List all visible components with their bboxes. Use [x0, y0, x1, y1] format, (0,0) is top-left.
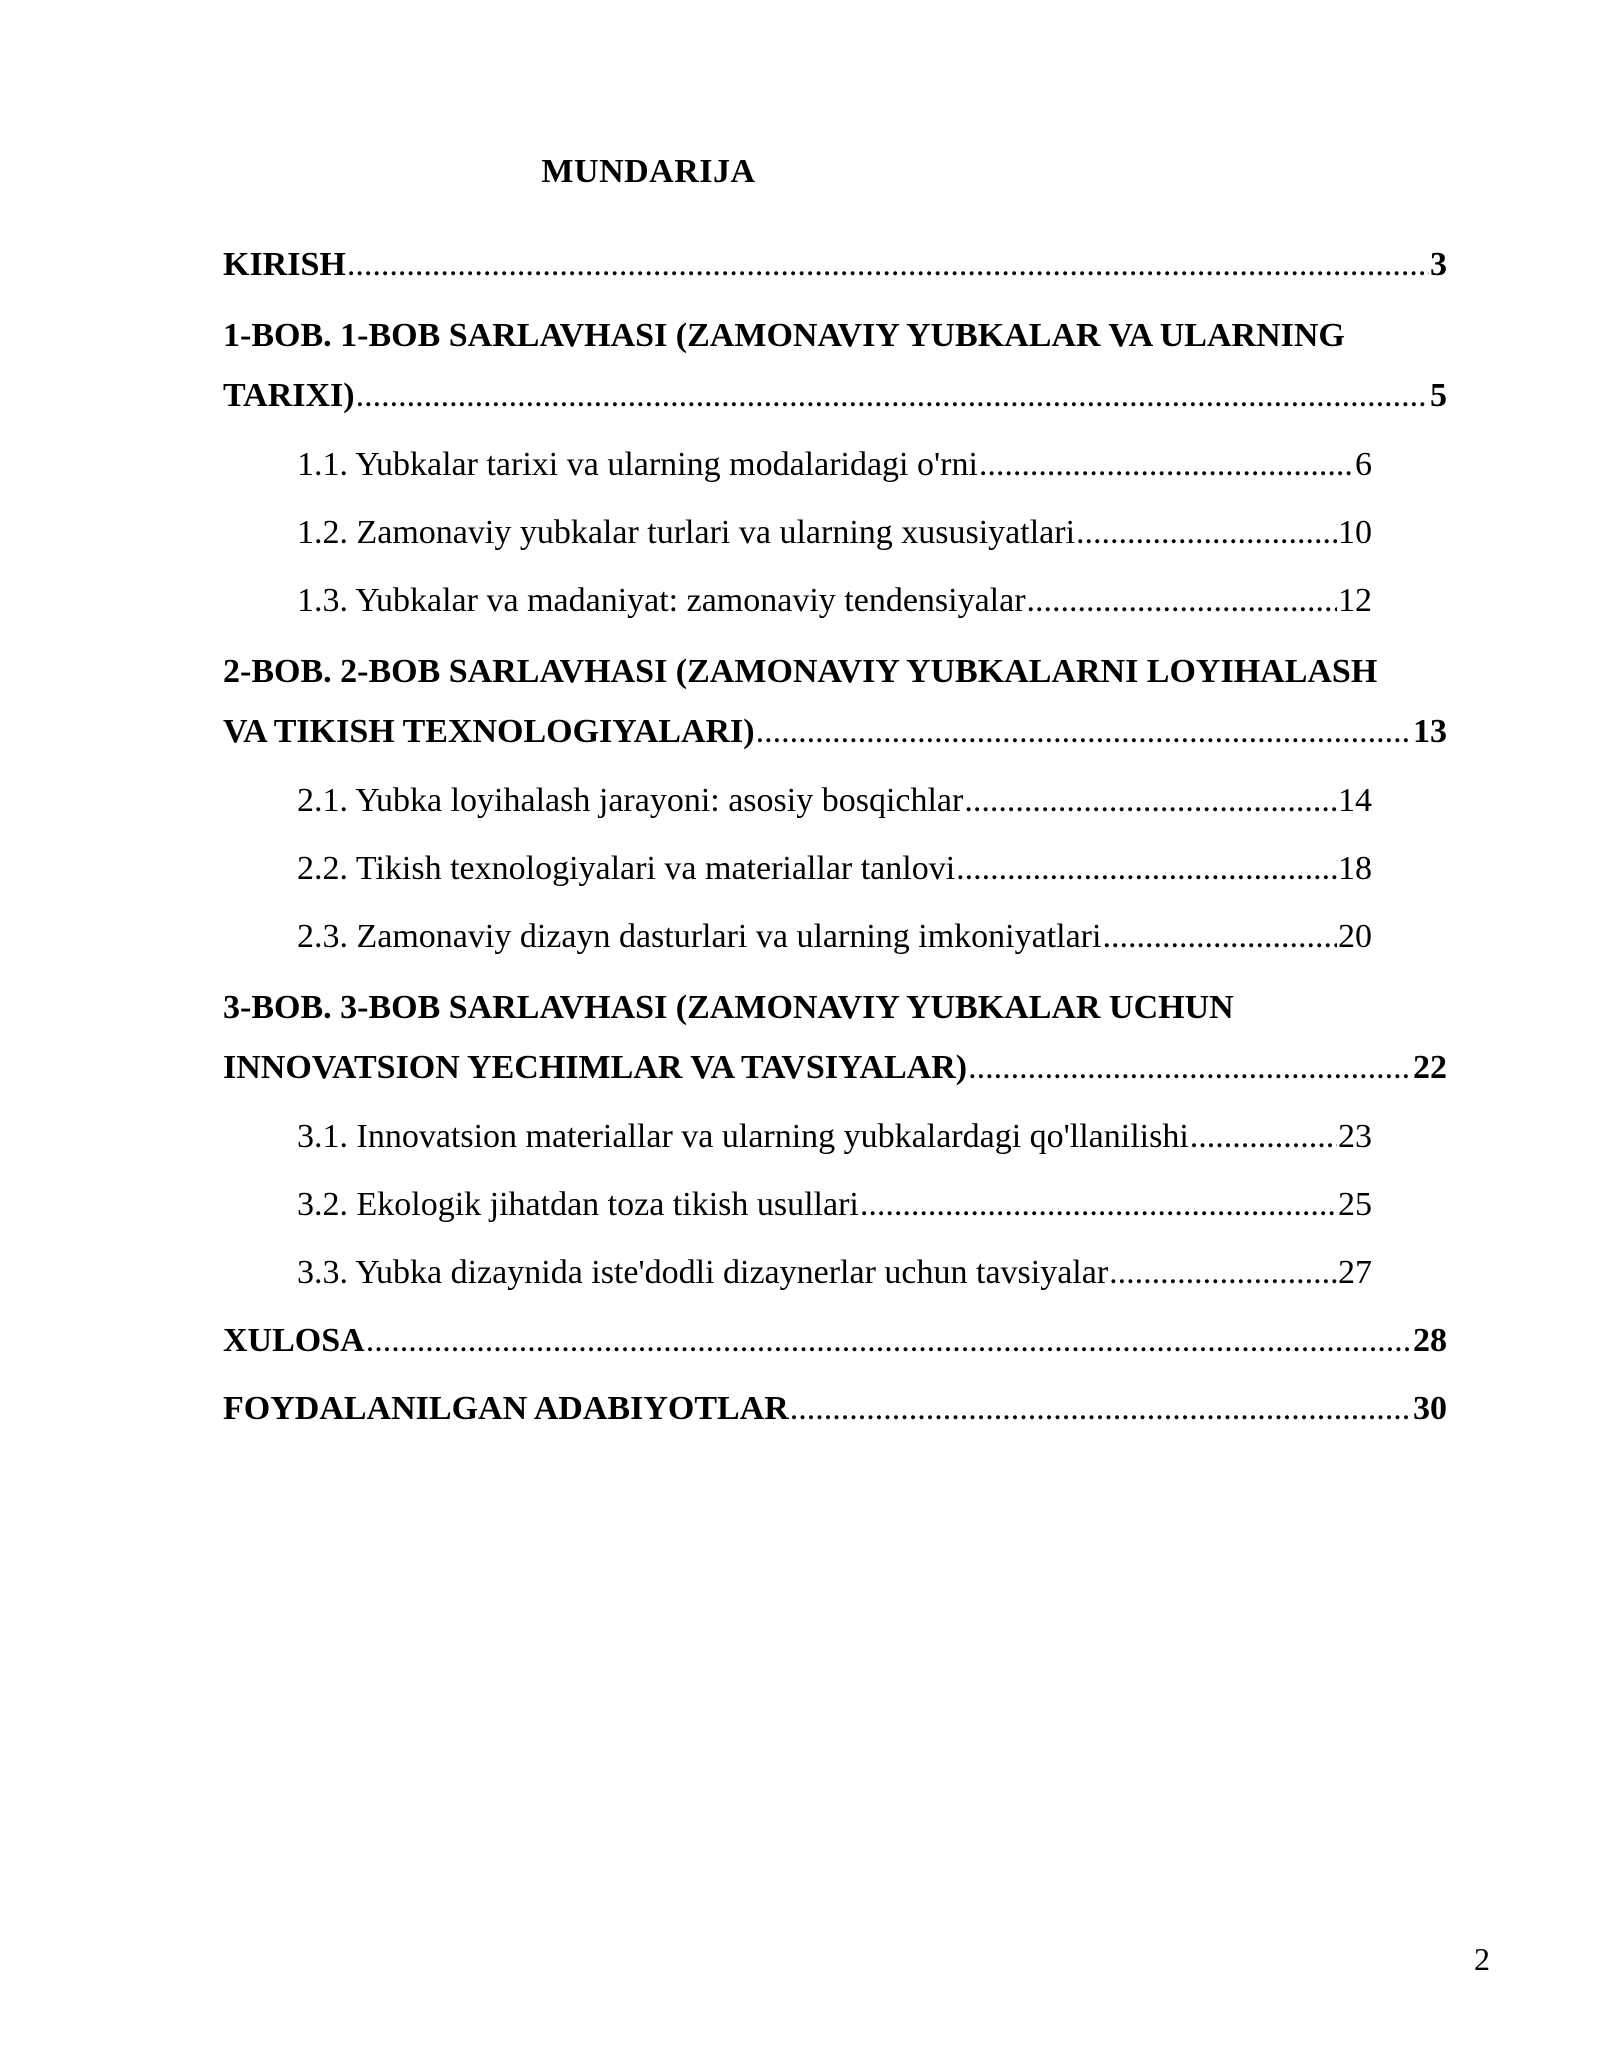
toc-leader-dots: [968, 1042, 1412, 1094]
toc-label: FOYDALANILGAN ADABIYOTLAR: [223, 1390, 789, 1427]
toc-page-number: 28: [1413, 1322, 1447, 1359]
toc-label: 3.3. Yubka dizaynida iste'dodli dizaynerlar uchun tavsiyalar: [297, 1254, 1109, 1291]
toc-page-number: 3: [1430, 246, 1447, 283]
toc-leader-dots: [1109, 1246, 1337, 1300]
toc-page-number: 6: [1355, 446, 1372, 483]
table-of-contents: [223, 238, 1453, 1450]
toc-leader-dots: [347, 238, 1429, 292]
toc-label: 1.1. Yubkalar tarixi va ularning modalaridagi o'rni: [297, 446, 978, 483]
toc-page-number: 22: [1413, 1049, 1447, 1086]
toc-leader-dots: [860, 1178, 1337, 1232]
toc-label: 2.2. Tikish texnologiyalari va materiallar tanlovi: [297, 850, 956, 887]
toc-page-number: 13: [1413, 713, 1447, 750]
toc-entry-section-1-1[interactable]: [297, 438, 1372, 506]
toc-entry-kirish[interactable]: [223, 238, 1447, 306]
toc-entry-section-3-2[interactable]: [297, 1178, 1372, 1246]
toc-label: 3.2. Ekologik jihatdan toza tikish usullari: [297, 1186, 859, 1223]
toc-page-number: 5: [1430, 377, 1447, 414]
toc-leader-dots: [366, 1314, 1412, 1368]
toc-leader-dots: [956, 842, 1337, 896]
toc-label: 1.2. Zamonaviy yubkalar turlari va ularning xususiyatlari: [297, 514, 1076, 551]
toc-page-number: 20: [1338, 918, 1372, 955]
toc-entry-section-3-1[interactable]: [297, 1110, 1372, 1178]
toc-page-number: 25: [1338, 1186, 1372, 1223]
page-number: 2: [1474, 1941, 1490, 1977]
toc-label-line-1: 1-BOB. 1-BOB SARLAVHASI (ZAMONAVIY YUBKALAR VA ULARNING: [223, 317, 1345, 354]
toc-label-line-1: 2-BOB. 2-BOB SARLAVHASI (ZAMONAVIY YUBKALARNI LOYIHALASH: [223, 653, 1378, 690]
toc-page-number: 10: [1338, 514, 1372, 551]
toc-page-number: 18: [1338, 850, 1372, 887]
toc-leader-dots: [964, 774, 1337, 828]
toc-label-line-2: VA TIKISH TEXNOLOGIYALARI): [223, 713, 755, 750]
toc-label: XULOSA: [223, 1322, 365, 1359]
toc-label-line-2-row: [223, 370, 1447, 438]
toc-entry-section-2-2[interactable]: [297, 842, 1372, 910]
toc-entry-section-1-3[interactable]: [297, 574, 1372, 642]
toc-leader-dots: [790, 1382, 1412, 1436]
toc-leader-dots: [356, 370, 1429, 422]
toc-entry-chapter-3[interactable]: [223, 978, 1447, 1110]
toc-label-line-2: INNOVATSION YECHIMLAR VA TAVSIYALAR): [223, 1049, 968, 1086]
toc-label: 2.3. Zamonaviy dizayn dasturlari va ularning imkoniyatlari: [297, 918, 1102, 955]
toc-page-number: 14: [1338, 782, 1372, 819]
toc-page-number: 27: [1338, 1254, 1372, 1291]
toc-leader-dots: [979, 438, 1354, 492]
toc-page-number: 12: [1338, 582, 1372, 619]
toc-label-line-1: 3-BOB. 3-BOB SARLAVHASI (ZAMONAVIY YUBKALAR UCHUN: [223, 989, 1234, 1026]
page-title: MUNDARIJA: [541, 153, 756, 190]
toc-label: KIRISH: [223, 246, 346, 283]
toc-entry-adabiyotlar[interactable]: [223, 1382, 1447, 1450]
toc-entry-section-1-2[interactable]: [297, 506, 1372, 574]
toc-entry-chapter-1[interactable]: [223, 306, 1447, 438]
toc-label: 2.1. Yubka loyihalash jarayoni: asosiy bosqichlar: [297, 782, 964, 819]
toc-entry-section-2-3[interactable]: [297, 910, 1372, 978]
toc-entry-section-3-3[interactable]: [297, 1246, 1372, 1314]
toc-leader-dots: [1102, 910, 1337, 964]
toc-label-line-2-row: [223, 706, 1447, 774]
toc-leader-dots: [756, 706, 1412, 758]
toc-entry-xulosa[interactable]: [223, 1314, 1447, 1382]
toc-label: 3.1. Innovatsion materiallar va ularning yubkalardagi qo'llanilishi: [297, 1118, 1189, 1155]
toc-page-number: 30: [1413, 1390, 1447, 1427]
toc-label: 1.3. Yubkalar va madaniyat: zamonaviy tendensiyalar: [297, 582, 1026, 619]
toc-leader-dots: [1190, 1110, 1337, 1164]
toc-label-line-2: TARIXI): [223, 377, 355, 414]
toc-leader-dots: [1027, 574, 1337, 628]
toc-label-line-2-row: [223, 1042, 1447, 1110]
toc-entry-chapter-2[interactable]: [223, 642, 1447, 774]
toc-leader-dots: [1076, 506, 1337, 560]
toc-page-number: 23: [1338, 1118, 1372, 1155]
toc-entry-section-2-1[interactable]: [297, 774, 1372, 842]
